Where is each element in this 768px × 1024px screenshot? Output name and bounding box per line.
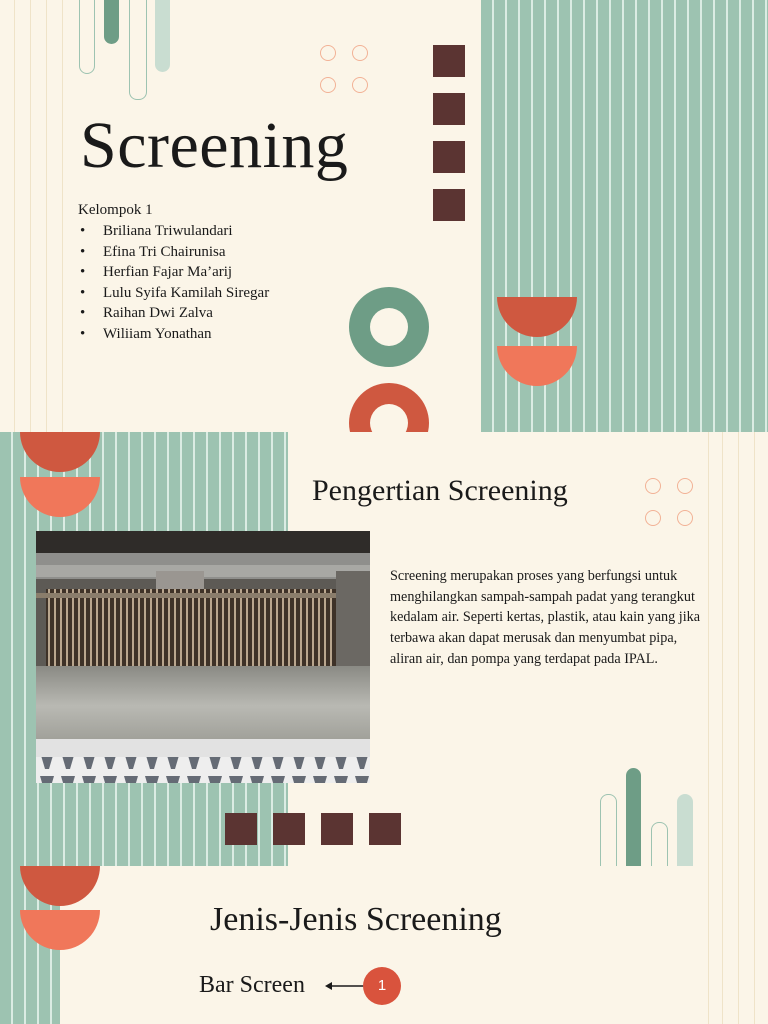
member-item: • Raihan Dwi Zalva — [78, 303, 269, 324]
member-item: • Efina Tri Chairunisa — [78, 242, 269, 263]
decor-square — [225, 813, 257, 845]
definition-text: Screening merupakan proses yang berfungsi untuk menghilangkan sampah-sampah padat yang terangkut kedalam air. Seperti kertas, plastik, atau kain yang jika terbawa akan dapat merusak dan menyumbat pipa, aliran air, dan pompa yang terdapat pada IPAL. — [390, 568, 701, 667]
item-number-badge: 1 — [363, 967, 401, 1005]
decor-square — [433, 189, 465, 221]
decor-pill-green — [104, 0, 119, 44]
decor-pill-outline — [79, 0, 95, 74]
group-label: Kelompok 1 — [78, 202, 153, 218]
decor-ring — [320, 77, 336, 93]
decor-square — [433, 93, 465, 125]
decor-square — [369, 813, 401, 845]
background-line — [738, 432, 739, 866]
bar-screen-label: Bar Screen — [199, 972, 305, 998]
member-item: • Wiliiam Yonathan — [78, 324, 269, 345]
member-item: • Lulu Syifa Kamilah Siregar — [78, 283, 269, 304]
decor-square — [433, 141, 465, 173]
decor-pill-light — [677, 794, 693, 866]
background-line — [754, 432, 755, 866]
background-line — [62, 0, 63, 432]
section-title: Pengertian Screening — [312, 474, 568, 507]
decor-ring — [352, 77, 368, 93]
decor-ring — [645, 478, 661, 494]
member-list — [78, 221, 269, 345]
decor-square — [321, 813, 353, 845]
member-item: • Briliana Triwulandari — [78, 221, 269, 242]
background-line — [738, 866, 739, 1024]
section-title: Jenis-Jenis Screening — [210, 901, 502, 938]
decor-square — [273, 813, 305, 845]
background-line — [754, 866, 755, 1024]
decor-donut-red — [349, 383, 429, 432]
decor-ring — [352, 45, 368, 61]
decor-ring — [677, 478, 693, 494]
background-line — [14, 0, 15, 432]
decor-pill-green — [626, 768, 641, 866]
decor-donut-green — [349, 287, 429, 367]
decor-ring — [645, 510, 661, 526]
decor-ring — [320, 45, 336, 61]
decor-ring — [677, 510, 693, 526]
background-line — [708, 432, 709, 866]
arrow-left-icon — [325, 978, 365, 994]
background-line — [722, 432, 723, 866]
background-line — [722, 866, 723, 1024]
background-line — [708, 866, 709, 1024]
decor-pill-outline — [651, 822, 668, 866]
slide-title — [0, 0, 768, 432]
decor-pill-outline — [600, 794, 617, 866]
decor-square — [433, 45, 465, 77]
member-item: • Herfian Fajar Ma’arij — [78, 262, 269, 283]
decor-pill-light — [155, 0, 170, 72]
background-line — [30, 0, 31, 432]
bar-screen-photo — [36, 531, 370, 783]
background-line — [46, 0, 47, 432]
page-title: Screening — [80, 109, 349, 182]
decor-pill-outline — [129, 0, 147, 100]
